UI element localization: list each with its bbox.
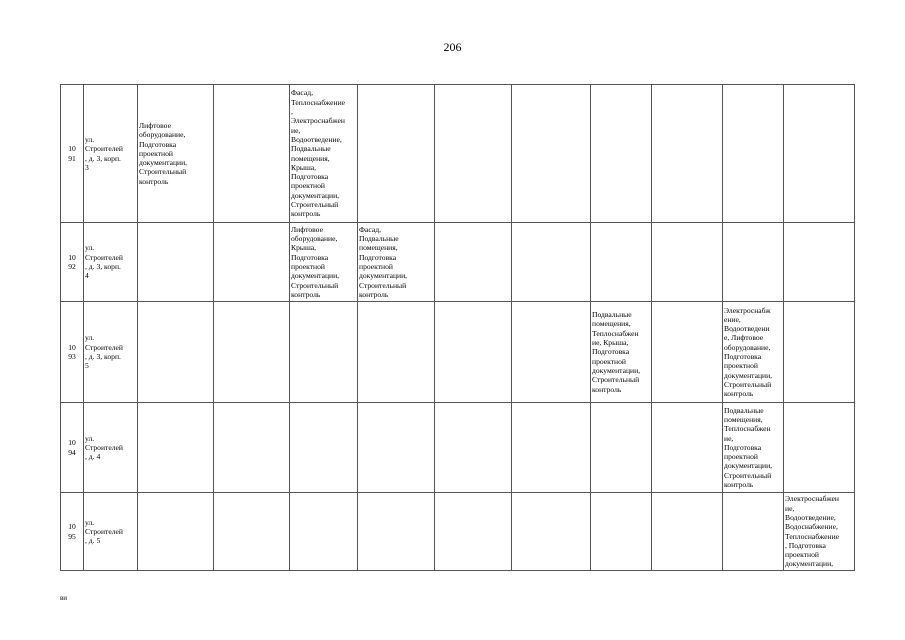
footer-mark: ви [60,594,68,602]
empty-cell [214,223,290,302]
row-number: 10 93 [61,302,84,403]
empty-cell [512,493,591,571]
empty-cell [652,403,723,493]
empty-cell [290,302,358,403]
empty-cell [214,85,290,223]
empty-cell [784,302,855,403]
empty-cell [784,403,855,493]
empty-cell [784,85,855,223]
empty-cell [290,403,358,493]
table-row [61,302,855,403]
empty-cell [512,85,591,223]
row-number: 10 95 [61,493,84,571]
empty-cell [138,223,214,302]
works-cell: Электроснабжен ие, Водоотведение, Водоснабжение, Теплоснабжение , Подготовка проектной документации, [784,493,855,571]
table-row [61,493,855,571]
empty-cell [435,302,512,403]
empty-cell [723,85,784,223]
empty-cell [652,302,723,403]
empty-cell [652,85,723,223]
works-cell: Подвальные помещения, Теплоснабжен ие, Крыша, Подготовка проектной документации, Строительный контроль [591,302,652,403]
empty-cell [358,302,435,403]
empty-cell [652,223,723,302]
empty-cell [290,493,358,571]
empty-cell [138,493,214,571]
page-number: 206 [443,40,462,54]
empty-cell [512,223,591,302]
row-number: 10 92 [61,223,84,302]
works-cell: Лифтовое оборудование, Подготовка проектной документации, Строительный контроль [138,85,214,223]
empty-cell [138,302,214,403]
empty-cell [435,85,512,223]
empty-cell [652,493,723,571]
empty-cell [591,403,652,493]
empty-cell [214,403,290,493]
table-row [61,223,855,302]
works-cell: Электроснабж ение, Водоотведени е, Лифтовое оборудование, Подготовка проектной документации, Строительный контроль [723,302,784,403]
works-cell: Лифтовое оборудование, Крыша, Подготовка проектной документации, Строительный контроль [290,223,358,302]
empty-cell [591,223,652,302]
empty-cell [358,403,435,493]
empty-cell [591,85,652,223]
row-number: 10 94 [61,403,84,493]
address-cell: ул. Строителей , д. 3, корп. 5 [84,302,138,403]
works-cell: Подвальные помещения, Теплоснабжен ие, Подготовка проектной документации, Строительный контроль [723,403,784,493]
empty-cell [723,493,784,571]
capital-repair-table [60,84,855,571]
works-cell: Фасад, Теплоснабжение , Электроснабжен ие, Водоотведение, Подвальные помещения, Крыша, Подготовка проектной документации, Строительный контроль [290,85,358,223]
empty-cell [435,223,512,302]
address-cell: ул. Строителей , д. 3, корп. 3 [84,85,138,223]
empty-cell [358,493,435,571]
table-row [61,85,855,223]
empty-cell [435,493,512,571]
address-cell: ул. Строителей , д. 4 [84,403,138,493]
empty-cell [214,302,290,403]
empty-cell [512,403,591,493]
address-cell: ул. Строителей , д. 5 [84,493,138,571]
empty-cell [358,85,435,223]
empty-cell [214,493,290,571]
empty-cell [435,403,512,493]
empty-cell [591,493,652,571]
address-cell: ул. Строителей , д. 3, корп. 4 [84,223,138,302]
empty-cell [723,223,784,302]
empty-cell [784,223,855,302]
table-row [61,403,855,493]
row-number: 10 91 [61,85,84,223]
empty-cell [512,302,591,403]
empty-cell [138,403,214,493]
works-cell: Фасад, Подвальные помещения, Подготовка проектной документации, Строительный контроль [358,223,435,302]
